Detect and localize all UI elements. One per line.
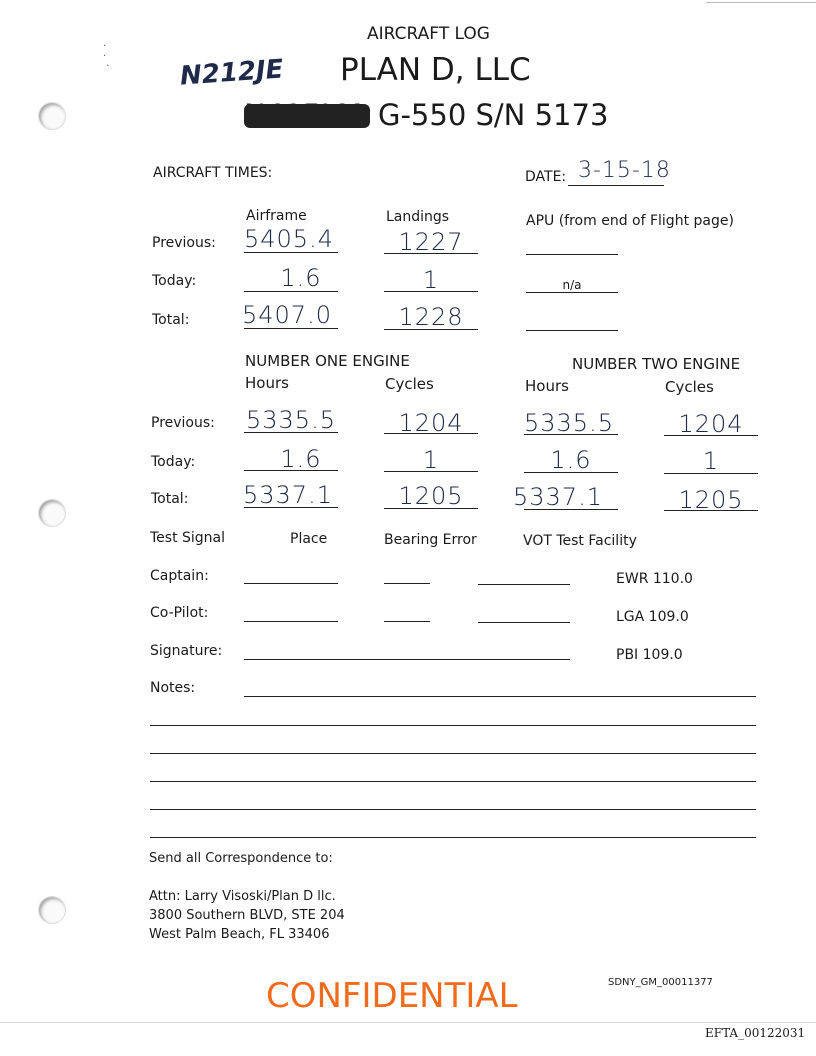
copilot-extra-line — [478, 622, 570, 623]
airframe-total: 5407.0 — [242, 301, 332, 329]
date-line — [568, 185, 664, 186]
engine-two-cycles-previous-line — [664, 435, 758, 436]
airframe-today: 1.6 — [280, 264, 322, 292]
engine-two-cycles-label: Cycles — [665, 378, 714, 396]
engine-one-cycles-total: 1205 — [398, 482, 464, 510]
notes-line-2 — [150, 725, 756, 726]
engine-row-total: Total: — [151, 491, 189, 507]
copilot-label: Co-Pilot: — [150, 605, 209, 621]
binder-hole-top — [38, 102, 66, 130]
apu-today-line — [526, 292, 618, 293]
aircraft-times-heading: AIRCRAFT TIMES: — [153, 165, 273, 181]
copilot-bearing-line — [384, 621, 430, 622]
bearing-error-label: Bearing Error — [384, 532, 477, 548]
engine-row-previous: Previous: — [151, 415, 215, 431]
engine-two-hours-total: 5337.1 — [513, 483, 603, 511]
times-row-today: Today: — [152, 273, 197, 289]
landings-today-line — [384, 291, 478, 292]
engine-one-cycles-previous-line — [384, 433, 478, 434]
confidential-stamp: CONFIDENTIAL — [266, 976, 518, 1016]
airframe-today-line — [244, 291, 338, 292]
apu-today: n/a — [562, 278, 582, 292]
landings-today: 1 — [422, 266, 440, 294]
log-title: AIRCRAFT LOG — [367, 24, 490, 44]
engine-two-hours-previous-line — [524, 434, 618, 435]
aircraft-model: G-550 S/N 5173 — [378, 98, 609, 132]
captain-place-line — [244, 583, 338, 584]
landings-total: 1228 — [398, 303, 464, 331]
landings-previous: 1227 — [398, 228, 464, 256]
address-line-1: Attn: Larry Visoski/Plan D llc. — [149, 889, 336, 904]
address-line-2: 3800 Southern BLVD, STE 204 — [149, 908, 345, 923]
captain-label: Captain: — [150, 568, 209, 584]
engine-two-hours-previous: 5335.5 — [524, 409, 614, 437]
apu-previous-line — [526, 254, 618, 255]
notes-line-5 — [150, 809, 756, 810]
engine-one-cycles-today-line — [384, 471, 478, 472]
date-value: 3-15-18 — [578, 158, 671, 183]
stray-ink-marks: · · · — [103, 41, 110, 72]
airframe-total-line — [244, 328, 338, 329]
engine-one-cycles-total-line — [384, 508, 478, 509]
engine-one-hours-today-line — [244, 470, 338, 471]
engine-one-cycles-today: 1 — [422, 446, 440, 474]
bates-number: SDNY_GM_00011377 — [608, 977, 713, 988]
facility-ewr: EWR 110.0 — [616, 571, 693, 587]
company-name: PLAN D, LLC — [340, 52, 531, 88]
address-line-3: West Palm Beach, FL 33406 — [149, 927, 330, 942]
engine-two-cycles-today: 1 — [702, 447, 720, 475]
captain-extra-line — [478, 584, 570, 585]
engine-two-cycles-total-line — [664, 510, 758, 511]
times-row-total: Total: — [152, 312, 190, 328]
notes-line-1 — [244, 696, 756, 697]
airframe-previous: 5405.4 — [244, 225, 334, 253]
redaction-scribble — [244, 104, 370, 128]
engine-one-hours-today: 1.6 — [280, 445, 322, 473]
handwritten-tail-number: N212JE — [179, 54, 285, 92]
landings-total-line — [384, 329, 478, 330]
test-signal-label: Test Signal — [150, 530, 226, 546]
struck-registration — [244, 98, 362, 132]
airframe-previous-line — [244, 252, 338, 253]
binder-hole-bottom — [38, 896, 66, 924]
captain-bearing-line — [384, 583, 430, 584]
signature-line — [244, 659, 570, 660]
engine-one-hours-previous: 5335.5 — [246, 406, 336, 434]
engine-two-hours-today-line — [524, 472, 618, 473]
efta-number: EFTA_00122031 — [705, 1026, 806, 1040]
copilot-place-line — [244, 621, 338, 622]
landings-previous-line — [384, 253, 478, 254]
engine-one-hours-total: 5337.1 — [243, 481, 333, 509]
engine-one-cycles-previous: 1204 — [398, 409, 464, 437]
col-airframe: Airframe — [246, 208, 307, 224]
facility-lga: LGA 109.0 — [616, 609, 689, 625]
engine-two-cycles-today-line — [664, 473, 758, 474]
engine-row-today: Today: — [151, 454, 196, 470]
notes-line-3 — [150, 753, 756, 754]
engine-two-cycles-previous: 1204 — [678, 410, 744, 438]
facility-pbi: PBI 109.0 — [616, 647, 683, 663]
engine-one-heading: NUMBER ONE ENGINE — [245, 352, 410, 370]
signature-label: Signature: — [150, 643, 223, 659]
notes-line-6 — [150, 837, 756, 838]
engine-two-hours-label: Hours — [525, 377, 569, 395]
engine-one-hours-total-line — [244, 507, 338, 508]
engine-one-hours-previous-line — [244, 432, 338, 433]
vot-facility-label: VOT Test Facility — [523, 533, 637, 549]
engine-two-cycles-total: 1205 — [678, 486, 744, 514]
notes-label: Notes: — [150, 680, 196, 696]
engine-two-hours-today: 1.6 — [550, 446, 592, 474]
apu-total-line — [526, 330, 618, 331]
binder-hole-middle — [38, 499, 66, 527]
scan-edge-top — [706, 2, 816, 3]
col-landings: Landings — [386, 209, 450, 225]
engine-two-hours-total-line — [524, 509, 618, 510]
date-label: DATE: — [525, 169, 567, 185]
place-label: Place — [290, 531, 328, 547]
col-apu: APU (from end of Flight page) — [526, 213, 734, 229]
engine-one-cycles-label: Cycles — [385, 375, 434, 393]
scan-edge-bottom — [0, 1022, 816, 1023]
times-row-previous: Previous: — [152, 235, 216, 251]
engine-one-hours-label: Hours — [245, 374, 289, 392]
engine-two-heading: NUMBER TWO ENGINE — [572, 355, 741, 373]
send-correspondence-label: Send all Correspondence to: — [149, 851, 333, 866]
notes-line-4 — [150, 781, 756, 782]
